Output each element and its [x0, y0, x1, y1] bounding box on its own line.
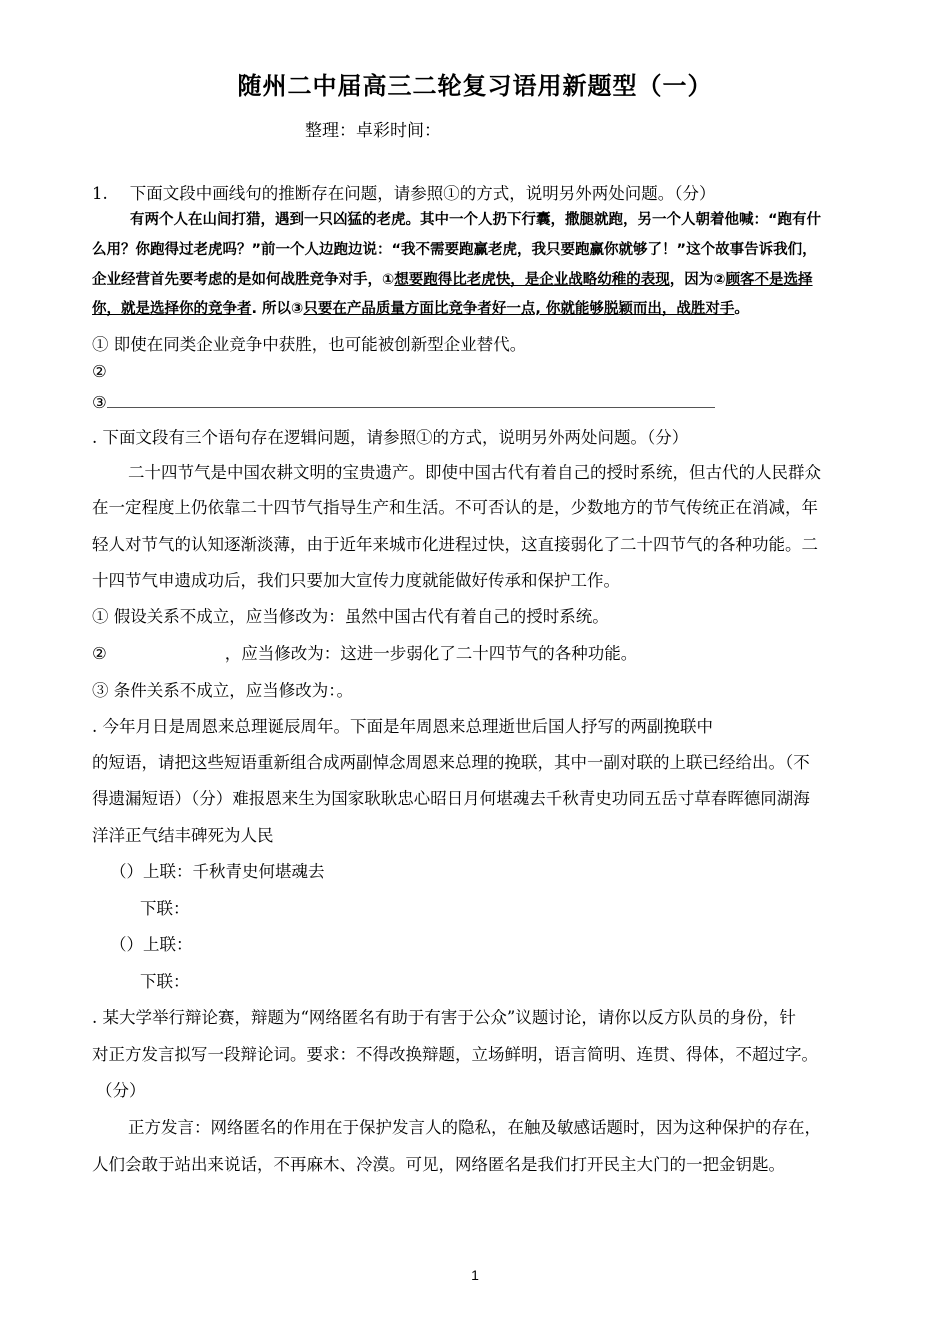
q1-answer-3-label: ③	[92, 393, 107, 412]
q3-pair1-lower: 下联：	[140, 899, 190, 918]
q1-answer-2: ②	[92, 362, 107, 381]
q1-answer-1: ① 即使在同类企业竞争中获胜，也可能被创新型企业替代。	[92, 335, 527, 354]
q1-passage-text: 企业经营首先要考虑的是如何战胜竞争对手，①	[92, 272, 395, 288]
q1-passage-text: ，因为②	[669, 272, 726, 288]
q4-line-3: （分）	[96, 1081, 146, 1100]
q1-prompt: 下面文段中画线句的推断存在问题，请参照①的方式，说明另外两处问题。（分）	[129, 184, 716, 203]
q1-underlined-sentence-1: 想要跑得比老虎快，是企业战略幼稚的表现	[394, 272, 670, 288]
q3-pair2-upper: （）上联：	[110, 935, 193, 954]
q1-underlined-sentence-2: 顾客不是选择	[725, 272, 813, 288]
q2-answer-2-label: ②	[92, 644, 107, 663]
q4-line-1: . 某大学举行辩论赛，辩题为“网络匿名有助于有害于公众”议题讨论，请你以反方队员的身份，针	[92, 1008, 796, 1027]
document-title: 随州二中届高三二轮复习语用新题型（一）	[237, 72, 713, 100]
q2-passage-line-4: 十四节气申遗成功后，我们只要加大宣传力度就能做好传承和保护工作。	[92, 571, 620, 590]
page-number: 1	[471, 1267, 479, 1283]
q4-line-2: 对正方发言拟写一段辩论词。要求：不得改换辩题，立场鲜明，语言简明、连贯、得体，不超过字。	[92, 1045, 818, 1064]
q3-pair1-upper: （）上联：千秋青史何堪魂去	[110, 862, 325, 881]
q1-number: 1.	[92, 184, 108, 203]
document-subtitle: 整理：卓彩时间：	[305, 121, 441, 141]
q3-line-3: 得遗漏短语）（分）难报恩来生为国家耿耿忠心昭日月何堪魂去千秋青史功同五岳寸草春晖德同湖海	[92, 789, 810, 808]
q2-answer-1: ① 假设关系不成立，应当修改为：虽然中国古代有着自己的授时系统。	[92, 607, 609, 626]
q2-answer-2	[92, 640, 904, 664]
q4-line-4: 正方发言：网络匿名的作用在于保护发言人的隐私，在触及敏感话题时，因为这种保护的存在，	[128, 1118, 821, 1137]
q3-line-2: 的短语，请把这些短语重新组合成两副悼念周恩来总理的挽联，其中一副对联的上联已经给出。（不	[92, 753, 810, 772]
q1-answer-3	[92, 393, 904, 412]
q2-passage-line-1: 二十四节气是中国农耕文明的宝贵遗产。即使中国古代有着自己的授时系统，但古代的人民群众	[128, 463, 821, 482]
q1-passage-line-2: 么用？你跑得过老虎吗？”前一个人边跑边说：“我不需要跑赢老虎，我只要跑赢你就够了！”这个故事告诉我们，	[92, 242, 817, 258]
q3-line-4: 洋洋正气结丰碑死为人民	[92, 826, 274, 845]
q4-line-5: 人们会敢于站出来说话，不再麻木、冷漠。可见，网络匿名是我们打开民主大门的一把金钥匙。	[92, 1155, 785, 1174]
q3-pair2-lower: 下联：	[140, 972, 190, 991]
q2-passage-line-3: 轻人对节气的认知逐渐淡薄，由于近年来城市化进程过快，这直接弱化了二十四节气的各种功能。二	[92, 535, 818, 554]
q1-passage-text: . 所以③	[251, 301, 304, 317]
q1-underlined-sentence-2-cont: 你，就是选择你的竞争者	[92, 301, 252, 317]
q1-passage-line-3	[92, 268, 904, 289]
q1-passage-line-1: 有两个人在山间打猎，遇到一只凶猛的老虎。其中一个人扔下行囊，撒腿就跑，另一个人朝着他喊：“跑有什	[130, 212, 822, 228]
q1-underlined-sentence-3: 只要在产品质量方面比竞争者好一点, 你就能够脱颖而出，战胜对手	[303, 301, 735, 317]
q2-prompt: . 下面文段有三个语句存在逻辑问题，请参照①的方式，说明另外两处问题。（分）	[92, 428, 689, 447]
q1-prompt-line	[92, 180, 904, 204]
q3-line-1: . 今年月日是周恩来总理诞辰周年。下面是年周恩来总理逝世后国人抒写的两副挽联中	[92, 717, 713, 736]
q2-passage-line-2: 在一定程度上仍依靠二十四节气指导生产和生活。不可否认的是，少数地方的节气传统正在消减，年	[92, 498, 818, 517]
q1-passage-line-4	[92, 297, 904, 318]
q2-answer-3: ③ 条件关系不成立，应当修改为：。	[92, 681, 353, 700]
q1-answer-3-blank[interactable]	[107, 395, 715, 408]
q2-answer-2-text: ，应当修改为：这进一步弱化了二十四节气的各种功能。	[224, 644, 638, 663]
q1-passage-text: 。	[734, 301, 749, 317]
